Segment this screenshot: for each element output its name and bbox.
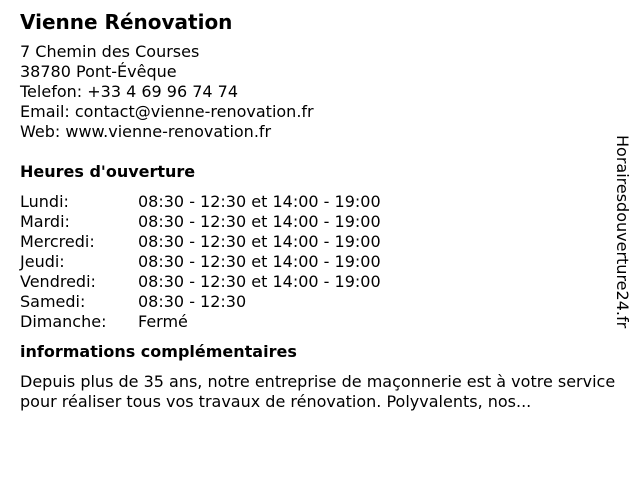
day-hours: 08:30 - 12:30 et 14:00 - 19:00 (138, 192, 381, 211)
day-hours: Fermé (138, 312, 188, 331)
day-label: Vendredi: (20, 272, 96, 291)
hours-row-tuesday (20, 212, 630, 232)
day-label: Mercredi: (20, 232, 95, 251)
day-hours: 08:30 - 12:30 et 14:00 - 19:00 (138, 212, 381, 231)
hours-row-friday (20, 272, 630, 292)
day-hours: 08:30 - 12:30 et 14:00 - 19:00 (138, 232, 381, 251)
day-label: Dimanche: (20, 312, 107, 331)
info-description: Depuis plus de 35 ans, notre entreprise de maçonnerie est à votre service pour réaliser tous vos travaux de rénovation. Polyvalents, nos... (20, 372, 616, 411)
hours-row-wednesday (20, 232, 630, 252)
hours-row-thursday (20, 252, 630, 272)
hours-title: Heures d'ouverture (20, 162, 196, 181)
business-name: Vienne Rénovation (20, 10, 233, 34)
address-city: 38780 Pont-Évêque (20, 62, 177, 81)
web-line: Web: www.vienne-renovation.fr (20, 122, 272, 141)
day-label: Jeudi: (20, 252, 65, 271)
hours-table (20, 192, 630, 332)
day-hours: 08:30 - 12:30 et 14:00 - 19:00 (138, 252, 381, 271)
hours-row-saturday (20, 292, 630, 312)
day-hours: 08:30 - 12:30 et 14:00 - 19:00 (138, 272, 381, 291)
day-hours: 08:30 - 12:30 (138, 292, 247, 311)
info-title: informations complémentaires (20, 342, 297, 361)
day-label: Lundi: (20, 192, 69, 211)
hours-row-sunday (20, 312, 630, 332)
day-label: Mardi: (20, 212, 70, 231)
address-street: 7 Chemin des Courses (20, 42, 200, 61)
site-watermark: Horairesdouverture24.fr (613, 135, 632, 329)
hours-row-monday (20, 192, 630, 212)
phone-line: Telefon: +33 4 69 96 74 74 (20, 82, 239, 101)
day-label: Samedi: (20, 292, 86, 311)
business-card (20, 10, 630, 412)
email-line: Email: contact@vienne-renovation.fr (20, 102, 314, 121)
